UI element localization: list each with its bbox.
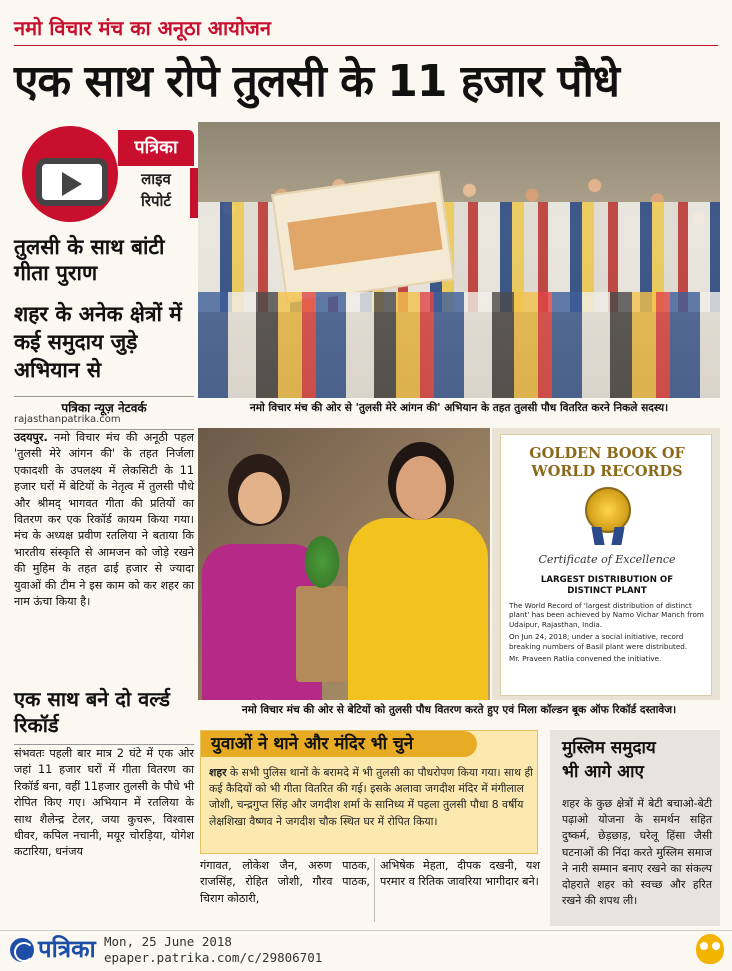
dateline: उदयपुर. (14, 431, 48, 444)
column-divider (374, 858, 375, 922)
subheadline-1: तुलसी के साथ बांटी गीता पुराण (14, 235, 165, 285)
woman-figure (348, 438, 488, 700)
live-report-badge[interactable] (14, 124, 190, 224)
kicker-rule (14, 45, 718, 46)
sidebar-box (550, 730, 720, 926)
live-label: लाइव रिपोर्ट (141, 170, 171, 210)
people-row-front (198, 292, 720, 398)
epaper-url[interactable]: epaper.patrika.com/c/29806701 (104, 950, 323, 965)
sidebar-body: शहर के कुछ क्षेत्रों में बेटी बचाओ-बेटी पढ़ाओ योजना के समर्थन सहित दुष्कर्म, छेड़छाड़, घरेलू हिंसा जैसी घटनाओं की निंदा करते मुस्लिम समाज ने नारी सम्मान बनाए रखने का संकल्प दोहराते शहर को स्वच्छ और हरित रखने की शपथ ली। (562, 797, 712, 908)
byline: पत्रिका न्यूज़ नेटवर्क (14, 396, 194, 416)
headline: एक साथ रोपे तुलसी के 11 हजार पौधे (14, 56, 619, 107)
certificate-title: GOLDEN BOOK OF WORLD RECORDS (529, 445, 685, 480)
patrika-logo-icon[interactable] (10, 938, 34, 962)
edition-date: Mon, 25 June 2018 (104, 934, 232, 949)
callout-body: शहर के सभी पुलिस थानों के बरामदे में भी तुलसी का पौधरोपण किया गया। साथ ही कई कैदियों को भी गीता वितरित की गई। इसके अलावा जगदीश मंदिर में मंगीलाल जोशी, चन्द्रगुप्त सिंह और जगदीश शर्मा के सानिध्य में पहला तुलसी पौधा 8 वर्षीय लेक्षशिखा वैष्णव ने जगदीश चौक स्थित घर में रोपित किया। (209, 766, 533, 828)
divider (14, 744, 194, 745)
subheadline-3: एक साथ बने दो वर्ल्ड रिकॉर्ड (14, 687, 170, 737)
continuation-col-b: अभिषेक मेहता, दीपक दखनी, यश परमार व रितिक जावरिया भागीदार बने। (380, 859, 540, 889)
site-link[interactable]: rajasthanpatrika.com (14, 414, 194, 430)
article-body-2: संभवतः पहली बार मात्र 2 घंटे में एक ओर जहां 11 हजार घरों में गीता वितरण का रिकॉर्ड बना, वहीं 11हजार तुलसी के पौधे भी रोपित किए गए। अभियान में रतलिया के साथ शैलेन्द्र टेलर, जया कुचरू, विश्वास धीवर, कपिल नचानी, मयूर चोरड़िया, योगेश कटारिया, धनंजय (14, 747, 194, 859)
article-body-1-text: नमो विचार मंच की अनूठी पहल 'तुलसी मेरे आंगन की' के तहत निर्जला एकादशी के उपलक्ष्य में लेकसिटी के 11 हजार घरों में बेटियों के नेतृत्व में तुलसी पौधे और श्रीमद् भागवत गीता की प्रतियों का वितरण कर एक रिकॉर्ड कायम किया गया। मंच के अध्यक्ष प्रवीण रतलिया ने बताया कि भारतीय संस्कृति से आमजन को जोड़े रखने की मुहिम के तहत ढाई हजार से ज्यादा युवाओं की टीम ने इस काम को कर शहर का नाम ऊंचा किया है। (14, 431, 194, 609)
live-brand: पत्रिका (118, 130, 194, 166)
subheadline-2: शहर के अनेक क्षेत्रों में कई समुदाय जुड़े अभियान से (14, 302, 182, 382)
certificate-subtitle: Certificate of Excellence (538, 553, 676, 566)
certificate-photo (492, 428, 720, 700)
certificate (500, 434, 712, 696)
play-icon (36, 158, 108, 206)
photo-caption-2: नमो विचार मंच की ओर से बेटियों को तुलसी पौध वितरण करते हुए एवं मिला कॉल्डन बूक ऑफ रिकॉर्ड दस्तावेज। (241, 704, 677, 716)
footer-rule (0, 930, 732, 931)
owl-icon (696, 934, 724, 964)
footer-brand[interactable]: पत्रिका (38, 935, 96, 963)
article-body-1 (14, 430, 194, 610)
distribution-photo (198, 428, 490, 700)
tulsi-plant (302, 532, 342, 592)
footer-meta (104, 934, 322, 966)
live-bar (190, 168, 198, 218)
callout-box (200, 730, 538, 854)
group-photo (198, 122, 720, 398)
ribbon-right (611, 527, 624, 545)
certificate-heading: LARGEST DISTRIBUTION OF DISTINCT PLANT (540, 575, 674, 596)
continuation-col-a: गंगावत, लोकेश जैन, अरुण पाठक, राजसिंह, रोहित जोशी, गौरव पाठक, चिराग कोठारी, (200, 859, 370, 905)
kicker: नमो विचार मंच का अनूठा आयोजन (14, 16, 271, 40)
callout-heading: युवाओं ने थाने और मंदिर भी चुने (201, 731, 477, 757)
photo-caption-1: नमो विचार मंच की ओर से 'तुलसी मेरे आंगन की' अभियान के तहत तुलसी पौध वितरित करने निकले सदस्य। (249, 402, 669, 414)
certificate-body: The World Record of 'largest distribution of distinct plant' has been achieved by Namo Vichar Manch from Udaipur, Rajasthan, India. On Jun 24, 2018; under a social initiative, record breaking numbers of Basil plant were distributed. Mr. Praveen Ratlia convened the initiative. (509, 601, 704, 664)
sidebar-heading: मुस्लिम समुदाय भी आगे आए (562, 738, 656, 782)
plant-bag (296, 586, 348, 682)
